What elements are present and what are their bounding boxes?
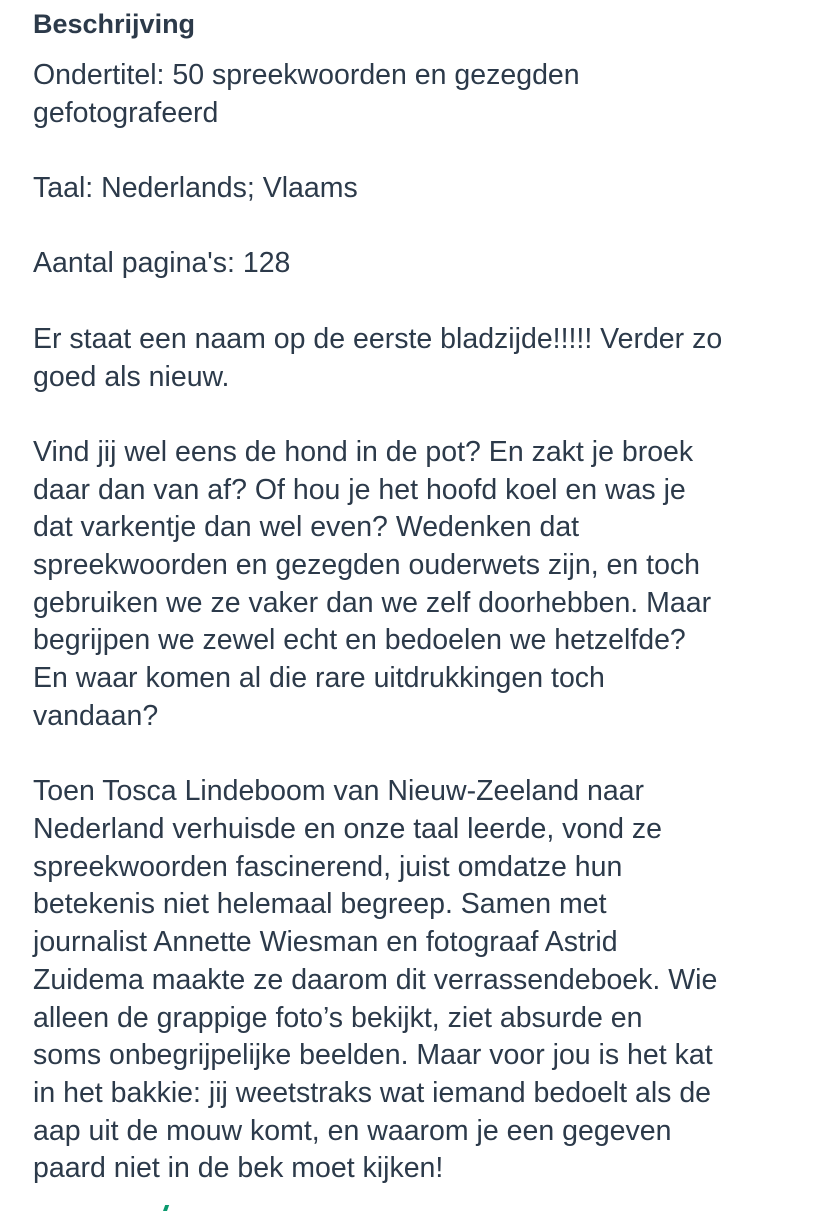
text-line: in het bakkie: jij weetstraks wat iemand bedoelt als de — [33, 1076, 712, 1109]
text-line: betekenis niet helemaal begreep. Samen met — [33, 888, 607, 921]
text-line: alleen de grappige foto’s bekijkt, ziet absurde en — [33, 1001, 643, 1034]
language-paragraph — [33, 170, 823, 208]
text-line: Taal: Nederlands; Vlaams — [33, 172, 358, 205]
text-line: Toen Tosca Lindeboom van Nieuw-Zeeland naar — [33, 775, 645, 808]
text-line: begrijpen we zewel echt en bedoelen we hetzelfde? — [33, 624, 686, 657]
text-line: aap uit de mouw komt, en waarom je een gegeven — [33, 1114, 672, 1147]
text-line: daar dan van af? Of hou je het hoofd koel en was je — [33, 473, 686, 506]
text-line: gefotografeerd — [33, 96, 219, 129]
intro-paragraph — [33, 434, 823, 736]
text-line: vandaan? — [33, 699, 159, 732]
description-text — [33, 57, 823, 1188]
cut-off-link-fragment — [160, 1205, 170, 1211]
paragraph-spacer — [33, 396, 823, 434]
paragraph-spacer — [33, 208, 823, 246]
text-line: goed als nieuw. — [33, 360, 230, 393]
text-line: Ondertitel: 50 spreekwoorden en gezegden — [33, 59, 580, 91]
text-line: spreekwoorden en gezegden ouderwets zijn, en toch — [33, 549, 701, 582]
paragraph-spacer — [33, 736, 823, 774]
section-heading: Beschrijving — [33, 9, 196, 39]
text-line: spreekwoorden fascinerend, juist omdatze hun — [33, 850, 623, 883]
paragraph-spacer — [33, 132, 823, 170]
text-line: journalist Annette Wiesman en fotograaf Astrid — [33, 926, 618, 959]
condition-paragraph — [33, 321, 823, 396]
subtitle-paragraph — [33, 57, 823, 132]
text-line: dat varkentje dan wel even? Wedenken dat — [33, 511, 580, 544]
text-line: paard niet in de bek moet kijken! — [33, 1152, 444, 1185]
text-line: Er staat een naam op de eerste bladzijde!!!!! Verder zo — [33, 322, 723, 355]
text-line: Nederland verhuisde en onze taal leerde, vond ze — [33, 812, 663, 845]
text-line: Aantal pagina's: 128 — [33, 247, 291, 280]
text-line: gebruiken we ze vaker dan we zelf doorhebben. Maar — [33, 586, 712, 619]
page-count-paragraph — [33, 245, 823, 283]
text-line: En waar komen al die rare uitdrukkingen toch — [33, 662, 605, 695]
text-line: soms onbegrijpelijke beelden. Maar voor jou is het kat — [33, 1039, 713, 1072]
author-paragraph — [33, 773, 823, 1188]
text-line: Vind jij wel eens de hond in de pot? En zakt je broek — [33, 435, 694, 468]
paragraph-spacer — [33, 283, 823, 321]
text-line: Zuidema maakte ze daarom dit verrassendeboek. Wie — [33, 963, 718, 996]
